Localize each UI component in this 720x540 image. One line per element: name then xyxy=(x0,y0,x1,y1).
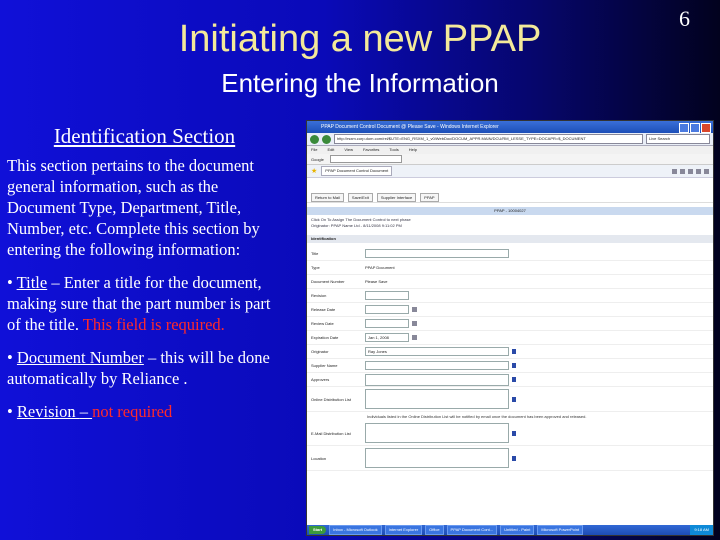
note-line: Originator: PPAP Name Ltd - 8/11/2008 9:11:02 PM xyxy=(311,223,402,228)
save-exit-button[interactable]: Save/Exit xyxy=(348,193,373,202)
bullet-marker: • xyxy=(7,273,17,292)
field-label: Location xyxy=(311,455,327,461)
revision-dash: – xyxy=(79,402,93,421)
window-titlebar xyxy=(307,121,713,133)
google-label: Google xyxy=(311,156,324,162)
minimize-button[interactable] xyxy=(679,123,689,133)
supplier-name-input[interactable] xyxy=(365,361,509,370)
approvers-input[interactable] xyxy=(365,374,509,386)
bullet-marker: • xyxy=(7,348,17,367)
identification-form xyxy=(307,243,713,471)
menu-edit[interactable]: Edit xyxy=(327,147,335,152)
form-row-review-date xyxy=(307,317,713,331)
form-row-type xyxy=(307,261,713,275)
form-row-revision xyxy=(307,289,713,303)
taskbar-item[interactable]: Microsoft PowerPoint xyxy=(537,525,583,535)
taskbar-item[interactable]: Inbox - Microsoft Outlook xyxy=(329,525,381,535)
section-heading: Identification Section xyxy=(53,124,236,148)
maximize-button[interactable] xyxy=(690,123,700,133)
menu-help[interactable]: Help xyxy=(408,147,417,152)
taskbar-item[interactable]: Office xyxy=(425,525,443,535)
document-number-value: Please Save xyxy=(365,279,388,284)
form-row-document-number xyxy=(307,275,713,289)
bullet-marker: • xyxy=(7,402,17,421)
tools-icon[interactable] xyxy=(704,169,709,174)
originator-input[interactable]: Ray Jones xyxy=(365,347,509,356)
form-header: PPAP - 10004027 xyxy=(307,207,713,215)
field-label: Type xyxy=(311,265,320,270)
person-picker-icon[interactable] xyxy=(512,456,516,461)
calendar-icon[interactable] xyxy=(412,321,417,326)
form-row-supplier-name xyxy=(307,359,713,373)
bullet-revision xyxy=(7,401,282,422)
feeds-icon[interactable] xyxy=(680,169,685,174)
title-desc: – Enter a title for the document, making sure that the part number is part of the title. xyxy=(7,273,271,334)
google-search-input[interactable] xyxy=(330,155,402,163)
calendar-icon[interactable] xyxy=(412,307,417,312)
google-toolbar xyxy=(307,154,713,165)
type-value: PPAP Document xyxy=(365,265,395,270)
required-note: This field is required. xyxy=(82,315,225,334)
forward-icon[interactable] xyxy=(322,135,331,144)
person-picker-icon[interactable] xyxy=(512,363,516,368)
url-input[interactable]: http://rsxm.corp.dom.com/rel/$UTE=ENG_RSXM_1_v0/WebDoc/DOCUM_APPR.MAIN/DCU/RM_LESSE_TYPE=DOCAPR=$_DOCUMENT xyxy=(334,134,643,144)
close-button[interactable] xyxy=(701,123,711,133)
release-date-input[interactable] xyxy=(365,305,409,314)
field-label: Title xyxy=(311,251,319,256)
revision-input[interactable] xyxy=(365,291,409,300)
field-label: Approvers xyxy=(311,377,330,382)
bullet-title xyxy=(7,272,282,335)
title-term: Title xyxy=(16,273,48,292)
form-row-expiration-date xyxy=(307,331,713,345)
form-row-location xyxy=(307,446,713,471)
back-icon[interactable] xyxy=(310,135,319,144)
menu-view[interactable]: View xyxy=(344,147,353,152)
bullet-document-number xyxy=(7,347,282,389)
field-label: Expiration Date xyxy=(311,335,339,340)
address-bar xyxy=(307,133,713,146)
page-number: 6 xyxy=(679,6,690,31)
form-note xyxy=(307,215,713,231)
field-label: Revision xyxy=(311,293,327,298)
calendar-icon[interactable] xyxy=(412,335,417,340)
browser-screenshot xyxy=(306,120,714,536)
field-label: Release Date xyxy=(311,307,336,312)
browser-tab[interactable]: PPAP Document Control Document xyxy=(321,166,392,176)
menu-bar xyxy=(307,146,713,154)
note-line: Click On To Assign The Document Control to next phase xyxy=(311,217,411,222)
form-row-title xyxy=(307,247,713,261)
search-input[interactable]: Live Search xyxy=(646,134,710,144)
content-spacer xyxy=(307,178,713,192)
not-required-note: not required xyxy=(92,402,173,421)
person-picker-icon[interactable] xyxy=(512,431,516,436)
windows-taskbar xyxy=(307,525,713,535)
print-icon[interactable] xyxy=(688,169,693,174)
page-icon[interactable] xyxy=(696,169,701,174)
person-picker-icon[interactable] xyxy=(512,377,516,382)
online-distribution-input[interactable] xyxy=(365,389,509,409)
field-label: Document Number xyxy=(311,279,345,284)
docnum-term: Document Number xyxy=(16,348,144,367)
person-picker-icon[interactable] xyxy=(512,397,516,402)
window-title: PPAP Document Control Document @ Please Save - Windows Internet Explorer xyxy=(321,124,499,130)
form-row-online-distribution xyxy=(307,387,713,412)
supplier-interface-button[interactable]: Supplier Interface xyxy=(377,193,416,202)
favorites-bar xyxy=(307,165,713,178)
ppap-button[interactable]: PPAP xyxy=(420,193,438,202)
form-row-release-date xyxy=(307,303,713,317)
taskbar-item[interactable]: Internet Explorer xyxy=(385,525,423,535)
taskbar-item[interactable]: PPAP Document Cont... xyxy=(447,525,498,535)
window-controls xyxy=(679,123,711,133)
docnum-desc: – this will be done automatically by Reliance . xyxy=(7,348,270,388)
home-icon[interactable] xyxy=(672,169,677,174)
field-label: Supplier Name xyxy=(311,363,338,368)
slide-title: Initiating a new PPAP xyxy=(178,18,542,60)
menu-tools[interactable]: Tools xyxy=(389,147,399,152)
app-toolbar xyxy=(307,192,713,203)
intro-paragraph: This section pertains to the document general information, such as the Document Type, Department, Title, Number, etc. Complete this section by entering the following information: xyxy=(7,156,260,259)
expiration-date-input[interactable]: Jan 1, 2008 xyxy=(365,333,409,342)
revision-term: Revision xyxy=(16,402,80,421)
person-picker-icon[interactable] xyxy=(512,349,516,354)
form-row-email-distribution xyxy=(307,421,713,446)
distribution-notice: Individuals listed in the Online Distribution List will be notified by email once the document has been approved and released. xyxy=(367,414,587,419)
taskbar-clock: 9:18 AM xyxy=(690,525,713,535)
title-input[interactable] xyxy=(365,249,509,258)
field-label: Online Distribution List xyxy=(311,396,352,402)
form-row-originator xyxy=(307,345,713,359)
email-distribution-input[interactable] xyxy=(365,423,509,443)
favorites-star-icon[interactable]: ★ xyxy=(311,168,318,175)
taskbar-item[interactable]: Untitled - Paint xyxy=(500,525,534,535)
review-date-input[interactable] xyxy=(365,319,409,328)
text-column xyxy=(7,124,282,434)
return-to-mail-button[interactable]: Return to Mail xyxy=(311,193,344,202)
field-label: Originator xyxy=(311,349,329,354)
browser-tool-icons xyxy=(672,169,713,174)
identification-section-header: Identification xyxy=(307,235,713,243)
field-label: Review Date xyxy=(311,321,334,326)
field-label: E-Mail Distribution List xyxy=(311,430,351,436)
location-input[interactable] xyxy=(365,448,509,468)
menu-favorites[interactable]: Favorites xyxy=(362,147,380,152)
form-row-approvers xyxy=(307,373,713,387)
start-button[interactable]: Start xyxy=(309,526,326,534)
menu-file[interactable]: File xyxy=(311,147,318,152)
slide-subtitle: Entering the Information xyxy=(221,68,499,98)
